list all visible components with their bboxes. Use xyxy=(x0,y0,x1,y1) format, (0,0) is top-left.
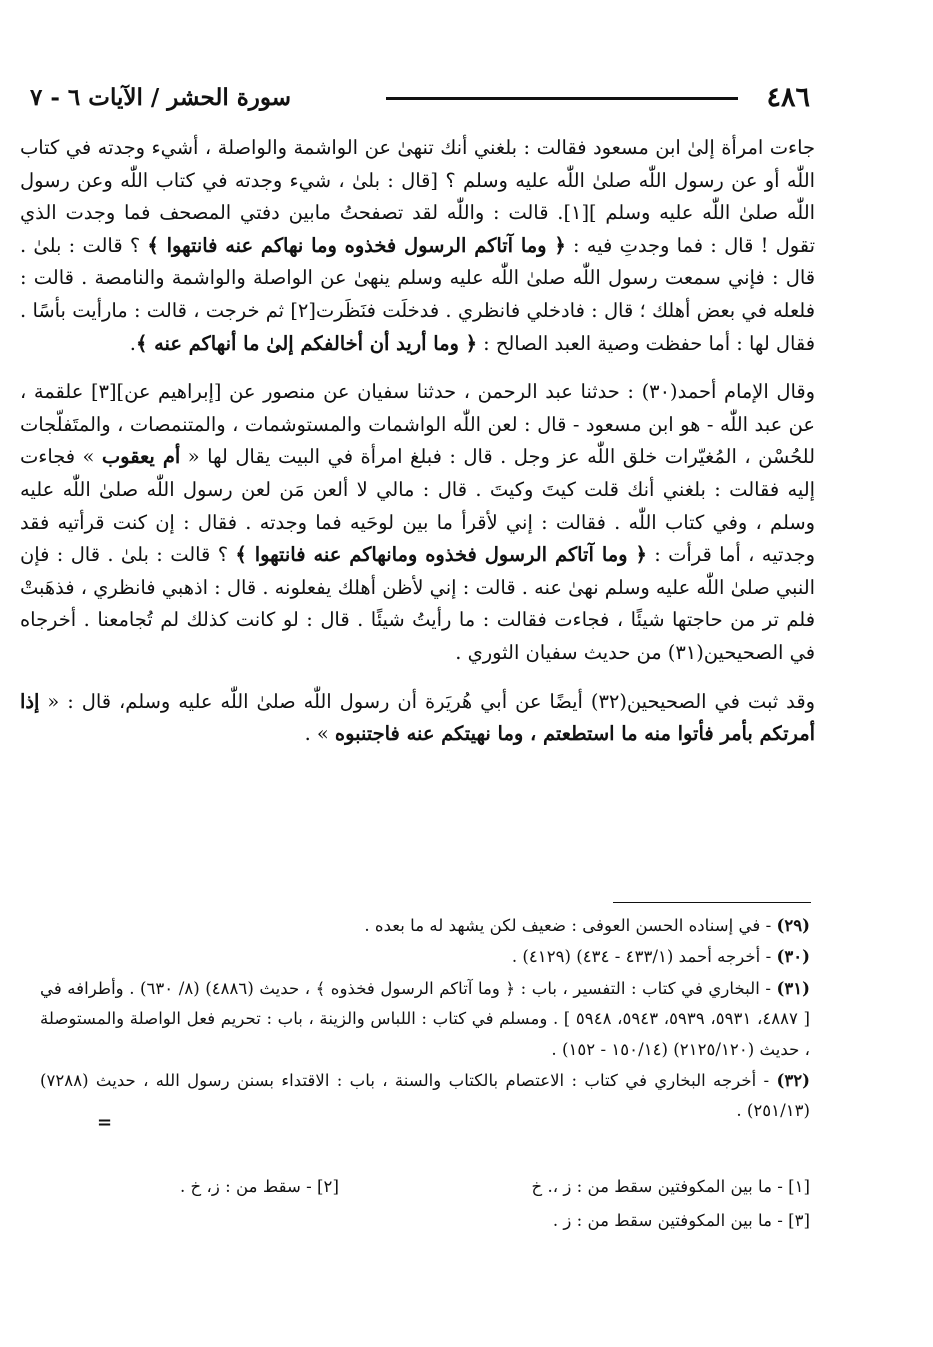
text-run: وقد ثبت في الصحيحين xyxy=(626,689,815,713)
variant-row xyxy=(180,1204,810,1238)
variant-row xyxy=(180,1170,810,1204)
text-run: من حديث سفيان الثوري . xyxy=(455,640,668,664)
bold-text: ﴿ وما أريد أن أخالفكم إلىٰ ما أنهاكم عنه ﴾ xyxy=(135,331,477,355)
text-run: - أخرجه أحمد (٤٣٣/١ - ٤٣٤) (٤١٢٩) . xyxy=(511,947,777,967)
footnote xyxy=(40,910,810,941)
continuation-mark: = xyxy=(97,1112,113,1133)
text-run: ، حديث (٤٨٨٦) (٨/ ٦٣٠) . وأطرافه في [ ٤٨٨٧، ٥٩٣١، ٥٩٣٩، ٥٩٤٣، ٥٩٤٨ ] . ومسلم في كتاب : اللباس والزينة ، باب : تحريم فعل الواصلة والمستوصلة ، حديث (٢١٢٥/١٢٠) (١٥٠/١٤ - ١٥٢) . xyxy=(40,978,811,1059)
running-title: سورة الحشر / الآيات ٦ - ٧ xyxy=(30,84,292,111)
footnote-number: (٢٩) xyxy=(776,915,810,935)
text-run: - أخرجه البخاري في كتاب : الاعتصام بالكتاب والسنة ، باب : الاقتداء بسنن رسول الله ، حديث (٧٢٨٨) (٢٥١/١٣) . xyxy=(40,1071,810,1121)
text-run: (٣١) xyxy=(667,640,704,664)
variant-notes xyxy=(180,1170,810,1238)
text-run: جاءت امرأة إلىٰ ابن مسعود فقالت : بلغني أنك تنهىٰ عن الواشمة والواصلة ، أشيء وجدته في كتاب اللّٰه أو عن رسول اللّٰه صلىٰ اللّٰه عليه وسلم ؟ [قال : بلىٰ ، شيء وجدته في كتاب اللّٰه وعن رسول اللّٰه صلىٰ اللّٰه عليه وسلم ] xyxy=(20,136,815,225)
page-number: ٤٨٦ xyxy=(766,82,810,113)
paragraph xyxy=(20,686,815,751)
footnote xyxy=(40,973,810,1065)
footnote-number: (٣١) xyxy=(776,977,811,998)
footnote xyxy=(40,941,810,972)
paragraph xyxy=(20,376,815,669)
footnotes xyxy=(40,910,810,1127)
text-run: - البخاري في كتاب : التفسير ، باب : xyxy=(515,978,777,998)
footnote-separator xyxy=(613,902,811,903)
footnote-number: (٣٠) xyxy=(776,946,810,967)
text-run: ؟ قالت : بلىٰ . قال : فإني سمعت رسول اللّٰه صلىٰ اللّٰه عليه وسلم ينهىٰ عن الواصلة والواشمة والنامصة . قالت : فلعله في بعض أهلك ؛ قال : فادخلي فانظري . فدخلَت فنَظَرت xyxy=(20,233,815,322)
text-run: » . xyxy=(304,722,335,746)
text-run: » فجاءت إليه فقالت : بلغني أنك قلت كيتَ وكيتَ . قال : مالي لا ألعن مَن لعن رسول اللّٰه صلىٰ اللّٰه عليه وسلم ، وفي كتاب اللّٰه . فقالت : إني لأقرأ ما بين لوحَيه فما وجدته . فقال : إن كنت قرأتيه فقد وجدتيه ، أما قرأت : xyxy=(20,445,815,567)
text-run: علقمة ، عن عبد اللّٰه - هو ابن مسعود - قال : لعن اللّٰه الواشمات والمستوشمات ، والمتنمصات ، والمتَفلّجات للحُسْن ، المُغيّرات خلق اللّٰه عز وجل . قال : فبلغ امرأة في البيت يقال لها « xyxy=(20,380,815,469)
footnote-number: (٣٢) xyxy=(776,1070,810,1091)
bold-text: ﴿ وما آتاكم الرسول فخذوه ﴾ xyxy=(315,978,516,998)
text-run: أيضًا عن أبي هُريَرة أن رسول اللّٰه صلىٰ اللّٰه عليه وسلم، قال : « xyxy=(39,689,591,713)
text-run: [٣] xyxy=(90,380,117,404)
main-text xyxy=(20,132,815,751)
variant-note: [٢] - سقط من : ز، خ . xyxy=(180,1177,339,1196)
bold-text: ﴿ وما آتاكم الرسول فخذوه وما نهاكم عنه فانتهوا ﴾ xyxy=(147,233,566,257)
text-run: وقال الإمام أحمد xyxy=(677,380,815,404)
text-run: . xyxy=(129,331,136,355)
header-rule xyxy=(386,97,738,100)
running-header xyxy=(30,78,810,122)
bold-text: أم يعقوب xyxy=(101,445,181,469)
footnote xyxy=(40,1065,810,1127)
text-run: . قالت : واللّٰه لقد تصفحتُ مابين دفتي المصحف فما وجدت الذي تقول ! قال : فما وجدتِ فيه : xyxy=(20,201,815,257)
bold-text: إذا أمرتكم بأمر فأتوا منه ما استطعتم ، وما نهيتكم عنه فاجتنبوه xyxy=(20,689,815,746)
text-run: ؟ قالت : بلىٰ . قال : فإن النبي صلىٰ اللّٰه عليه وسلم نهىٰ عنه . قالت : إني لأظن أهلك يفعلونه . قال : اذهبي فانظري ، فذهَبتْ فلم تر من حاجتها شيئًا ، فجاءت فقالت : ما رأيتُ شيئًا . قال : لو كانت كذلك لم تُجامعنا . أخرجاه في الصحيحين xyxy=(20,543,815,664)
text-run: [١] xyxy=(563,201,590,225)
variant-note: [١] - ما بين المكوفتين سقط من : ز ،. خ xyxy=(531,1177,810,1196)
text-run: (٣٢) xyxy=(590,689,627,713)
text-run: [٢] xyxy=(290,298,316,322)
text-run: : حدثنا عبد الرحمن ، حدثنا سفيان عن منصور عن [إبراهيم عن] xyxy=(116,380,642,404)
paragraph xyxy=(20,132,815,360)
bold-text: ﴿ وما آتاكم الرسول فخذوه ومانهاكم عنه فانتهوا ﴾ xyxy=(235,543,647,567)
variant-note: [٣] - ما بين المكوفتين سقط من : ز . xyxy=(552,1211,810,1230)
text-run: ثم خرجت ، قالت : مارأيت بأسًا . فقال لها : أما حفظت وصية العبد الصالح : xyxy=(20,298,815,355)
text-run: - في إسناده الحسن العوفى : ضعيف لكن يشهد له ما بعده . xyxy=(364,916,777,935)
text-run: (٣٠) xyxy=(641,380,678,404)
